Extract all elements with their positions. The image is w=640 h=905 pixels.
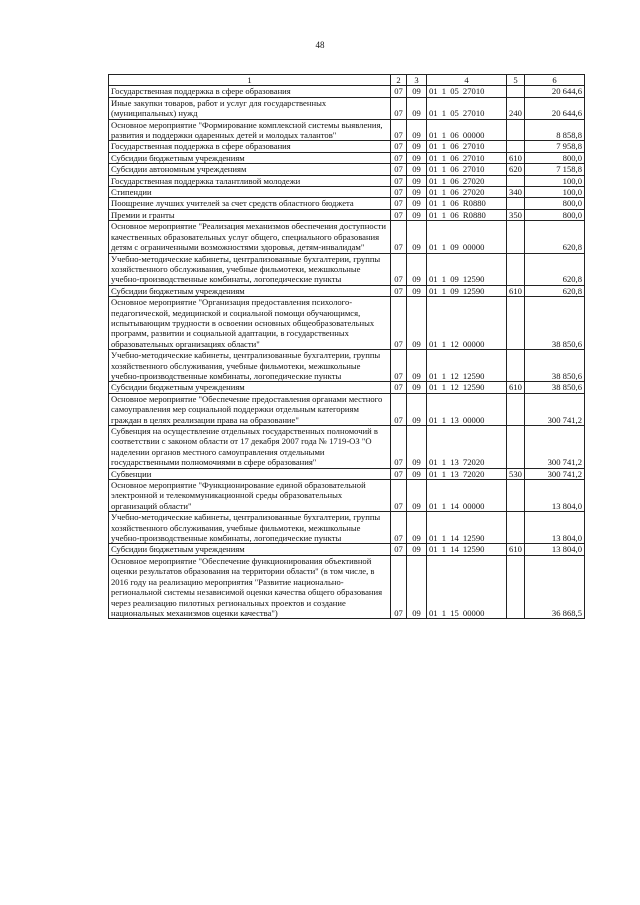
row-amount: 620,8 (525, 221, 585, 253)
row-amount: 20 644,6 (525, 86, 585, 97)
row-amount: 800,0 (525, 152, 585, 163)
page-number: 48 (315, 40, 325, 50)
row-target-code: 01 1 05 27010 (427, 97, 507, 119)
row-name: Субсидии бюджетным учреждениям (109, 285, 391, 296)
table-row (109, 512, 585, 544)
row-section: 07 (391, 198, 407, 209)
table-row (109, 141, 585, 152)
row-name: Основное мероприятие "Обеспечение предоставления органами местного самоуправления мер социальной поддержки отдельным категориям граждан в целях реализации права на образование" (109, 393, 391, 425)
table-row (109, 86, 585, 97)
row-subsection: 09 (407, 382, 427, 393)
row-target-code: 01 1 09 12590 (427, 253, 507, 285)
row-subsection: 09 (407, 468, 427, 479)
row-name: Учебно-методические кабинеты, централизованные бухгалтерии, группы хозяйственного обслуживания, учебные фильмотеки, межшкольные учебно-производственные комбинаты, логопедические пункты (109, 253, 391, 285)
row-target-code: 01 1 06 27010 (427, 164, 507, 175)
row-expense-type: 620 (507, 164, 525, 175)
row-section: 07 (391, 97, 407, 119)
row-target-code: 01 1 15 00000 (427, 555, 507, 618)
row-name: Субсидии бюджетным учреждениям (109, 152, 391, 163)
column-header-3: 3 (407, 75, 427, 86)
row-target-code: 01 1 06 00000 (427, 119, 507, 141)
row-section: 07 (391, 86, 407, 97)
row-expense-type (507, 253, 525, 285)
row-amount: 13 804,0 (525, 512, 585, 544)
table-row (109, 285, 585, 296)
row-section: 07 (391, 175, 407, 186)
row-expense-type: 530 (507, 468, 525, 479)
row-name: Субсидии бюджетным учреждениям (109, 544, 391, 555)
table-row (109, 164, 585, 175)
row-name: Поощрение лучших учителей за счет средств областного бюджета (109, 198, 391, 209)
row-name: Премии и гранты (109, 209, 391, 220)
row-subsection: 09 (407, 119, 427, 141)
row-expense-type (507, 221, 525, 253)
row-expense-type (507, 175, 525, 186)
row-name: Субвенции (109, 468, 391, 479)
row-target-code: 01 1 06 R0880 (427, 209, 507, 220)
row-expense-type (507, 480, 525, 512)
row-section: 07 (391, 253, 407, 285)
row-target-code: 01 1 13 72020 (427, 426, 507, 469)
row-expense-type (507, 141, 525, 152)
row-target-code: 01 1 05 27010 (427, 86, 507, 97)
table-row (109, 152, 585, 163)
row-subsection: 09 (407, 198, 427, 209)
row-expense-type (507, 297, 525, 350)
row-amount: 20 644,6 (525, 97, 585, 119)
row-section: 07 (391, 555, 407, 618)
row-target-code: 01 1 12 12590 (427, 350, 507, 382)
row-target-code: 01 1 13 00000 (427, 393, 507, 425)
row-section: 07 (391, 544, 407, 555)
row-target-code: 01 1 09 00000 (427, 221, 507, 253)
table-row (109, 209, 585, 220)
row-subsection: 09 (407, 175, 427, 186)
row-target-code: 01 1 06 27010 (427, 141, 507, 152)
row-subsection: 09 (407, 152, 427, 163)
row-name: Основное мероприятие "Функционирование единой образовательной электронной и телекоммуникационной среды образовательных организаций области" (109, 480, 391, 512)
table-row (109, 480, 585, 512)
row-target-code: 01 1 09 12590 (427, 285, 507, 296)
table-row (109, 555, 585, 618)
table-row (109, 221, 585, 253)
row-amount: 13 804,0 (525, 544, 585, 555)
row-target-code: 01 1 14 00000 (427, 480, 507, 512)
row-amount: 620,8 (525, 285, 585, 296)
row-name: Стипендии (109, 187, 391, 198)
row-name: Государственная поддержка талантливой молодежи (109, 175, 391, 186)
row-amount: 800,0 (525, 209, 585, 220)
row-section: 07 (391, 152, 407, 163)
row-target-code: 01 1 06 27010 (427, 152, 507, 163)
row-amount: 7 158,8 (525, 164, 585, 175)
row-name: Основное мероприятие "Формирование комплексной системы выявления, развития и поддержки одаренных детей и молодых талантов" (109, 119, 391, 141)
row-section: 07 (391, 350, 407, 382)
table-row (109, 175, 585, 186)
row-section: 07 (391, 221, 407, 253)
row-expense-type: 610 (507, 152, 525, 163)
column-header-2: 2 (391, 75, 407, 86)
row-amount: 38 850,6 (525, 382, 585, 393)
row-target-code: 01 1 13 72020 (427, 468, 507, 479)
row-expense-type (507, 119, 525, 141)
row-amount: 800,0 (525, 198, 585, 209)
row-amount: 100,0 (525, 187, 585, 198)
row-name: Основное мероприятие "Организация предоставления психолого-педагогической, медицинской и социальной помощи обучающимся, испытывающим трудности в освоении основных общеобразовательных программ, развитии и социальной адаптации, в государственных образовательных организациях области" (109, 297, 391, 350)
table-row (109, 187, 585, 198)
column-header-4: 4 (427, 75, 507, 86)
row-amount: 8 858,8 (525, 119, 585, 141)
row-expense-type: 350 (507, 209, 525, 220)
row-section: 07 (391, 382, 407, 393)
table-row (109, 468, 585, 479)
row-subsection: 09 (407, 544, 427, 555)
row-target-code: 01 1 06 R0880 (427, 198, 507, 209)
table-row (109, 544, 585, 555)
header-row (109, 75, 585, 86)
table-row (109, 350, 585, 382)
column-header-1: 1 (109, 75, 391, 86)
table-body (109, 86, 585, 619)
row-expense-type (507, 426, 525, 469)
row-subsection: 09 (407, 350, 427, 382)
row-section: 07 (391, 187, 407, 198)
row-name: Основное мероприятие "Реализация механизмов обеспечения доступности качественных образовательных услуг общего, специального образования детям с ограниченными возможностями здоровья, детям-инвалидам" (109, 221, 391, 253)
row-subsection: 09 (407, 555, 427, 618)
row-subsection: 09 (407, 297, 427, 350)
row-subsection: 09 (407, 393, 427, 425)
row-name: Субвенция на осуществление отдельных государственных полномочий в соответствии с законом области от 17 декабря 2007 года № 1719-ОЗ "О наделении органов местного самоуправления отдельными государственными полномочиями в сфере образования" (109, 426, 391, 469)
row-subsection: 09 (407, 86, 427, 97)
row-name: Учебно-методические кабинеты, централизованные бухгалтерии, группы хозяйственного обслуживания, учебные фильмотеки, межшкольные учебно-производственные комбинаты, логопедические пункты (109, 512, 391, 544)
row-subsection: 09 (407, 141, 427, 152)
row-section: 07 (391, 285, 407, 296)
row-amount: 300 741,2 (525, 468, 585, 479)
column-header-5: 5 (507, 75, 525, 86)
row-expense-type (507, 555, 525, 618)
row-amount: 38 850,6 (525, 297, 585, 350)
row-expense-type (507, 393, 525, 425)
row-expense-type: 610 (507, 382, 525, 393)
row-section: 07 (391, 297, 407, 350)
row-section: 07 (391, 393, 407, 425)
row-section: 07 (391, 119, 407, 141)
row-amount: 38 850,6 (525, 350, 585, 382)
row-expense-type: 610 (507, 544, 525, 555)
row-subsection: 09 (407, 426, 427, 469)
row-amount: 300 741,2 (525, 426, 585, 469)
row-subsection: 09 (407, 187, 427, 198)
row-subsection: 09 (407, 480, 427, 512)
row-subsection: 09 (407, 285, 427, 296)
row-name: Иные закупки товаров, работ и услуг для государственных (муниципальных) нужд (109, 97, 391, 119)
row-section: 07 (391, 141, 407, 152)
row-amount: 36 868,5 (525, 555, 585, 618)
row-amount: 620,8 (525, 253, 585, 285)
row-target-code: 01 1 06 27020 (427, 187, 507, 198)
row-section: 07 (391, 164, 407, 175)
row-amount: 7 958,8 (525, 141, 585, 152)
row-subsection: 09 (407, 253, 427, 285)
table-row (109, 97, 585, 119)
row-section: 07 (391, 209, 407, 220)
column-header-6: 6 (525, 75, 585, 86)
row-subsection: 09 (407, 221, 427, 253)
row-amount: 13 804,0 (525, 480, 585, 512)
row-name: Основное мероприятие "Обеспечение функционирования объективной оценки результатов образования на территории области" (в том числе, в 2016 году на реализацию мероприятия "Развитие национально-региональной системы независимой оценки качества общего образования через реализацию пилотных региональных проектов и создание национальных механизмов оценки качества") (109, 555, 391, 618)
row-amount: 100,0 (525, 175, 585, 186)
row-subsection: 09 (407, 97, 427, 119)
row-expense-type (507, 512, 525, 544)
row-expense-type (507, 350, 525, 382)
row-section: 07 (391, 480, 407, 512)
row-section: 07 (391, 512, 407, 544)
row-subsection: 09 (407, 209, 427, 220)
table-row (109, 382, 585, 393)
table-row (109, 297, 585, 350)
row-subsection: 09 (407, 512, 427, 544)
table-row (109, 198, 585, 209)
row-target-code: 01 1 12 00000 (427, 297, 507, 350)
row-expense-type: 610 (507, 285, 525, 296)
budget-table (108, 74, 585, 619)
row-target-code: 01 1 06 27020 (427, 175, 507, 186)
table-row (109, 393, 585, 425)
table-row (109, 119, 585, 141)
row-expense-type: 240 (507, 97, 525, 119)
row-name: Субсидии бюджетным учреждениям (109, 382, 391, 393)
row-expense-type (507, 86, 525, 97)
table-row (109, 426, 585, 469)
row-expense-type: 340 (507, 187, 525, 198)
row-name: Учебно-методические кабинеты, централизованные бухгалтерии, группы хозяйственного обслуживания, учебные фильмотеки, межшкольные учебно-производственные комбинаты, логопедические пункты (109, 350, 391, 382)
row-target-code: 01 1 14 12590 (427, 512, 507, 544)
row-target-code: 01 1 14 12590 (427, 544, 507, 555)
row-amount: 300 741,2 (525, 393, 585, 425)
table-row (109, 253, 585, 285)
row-subsection: 09 (407, 164, 427, 175)
row-name: Субсидии автономным учреждениям (109, 164, 391, 175)
row-name: Государственная поддержка в сфере образования (109, 141, 391, 152)
row-target-code: 01 1 12 12590 (427, 382, 507, 393)
row-section: 07 (391, 468, 407, 479)
row-name: Государственная поддержка в сфере образования (109, 86, 391, 97)
row-section: 07 (391, 426, 407, 469)
row-expense-type (507, 198, 525, 209)
